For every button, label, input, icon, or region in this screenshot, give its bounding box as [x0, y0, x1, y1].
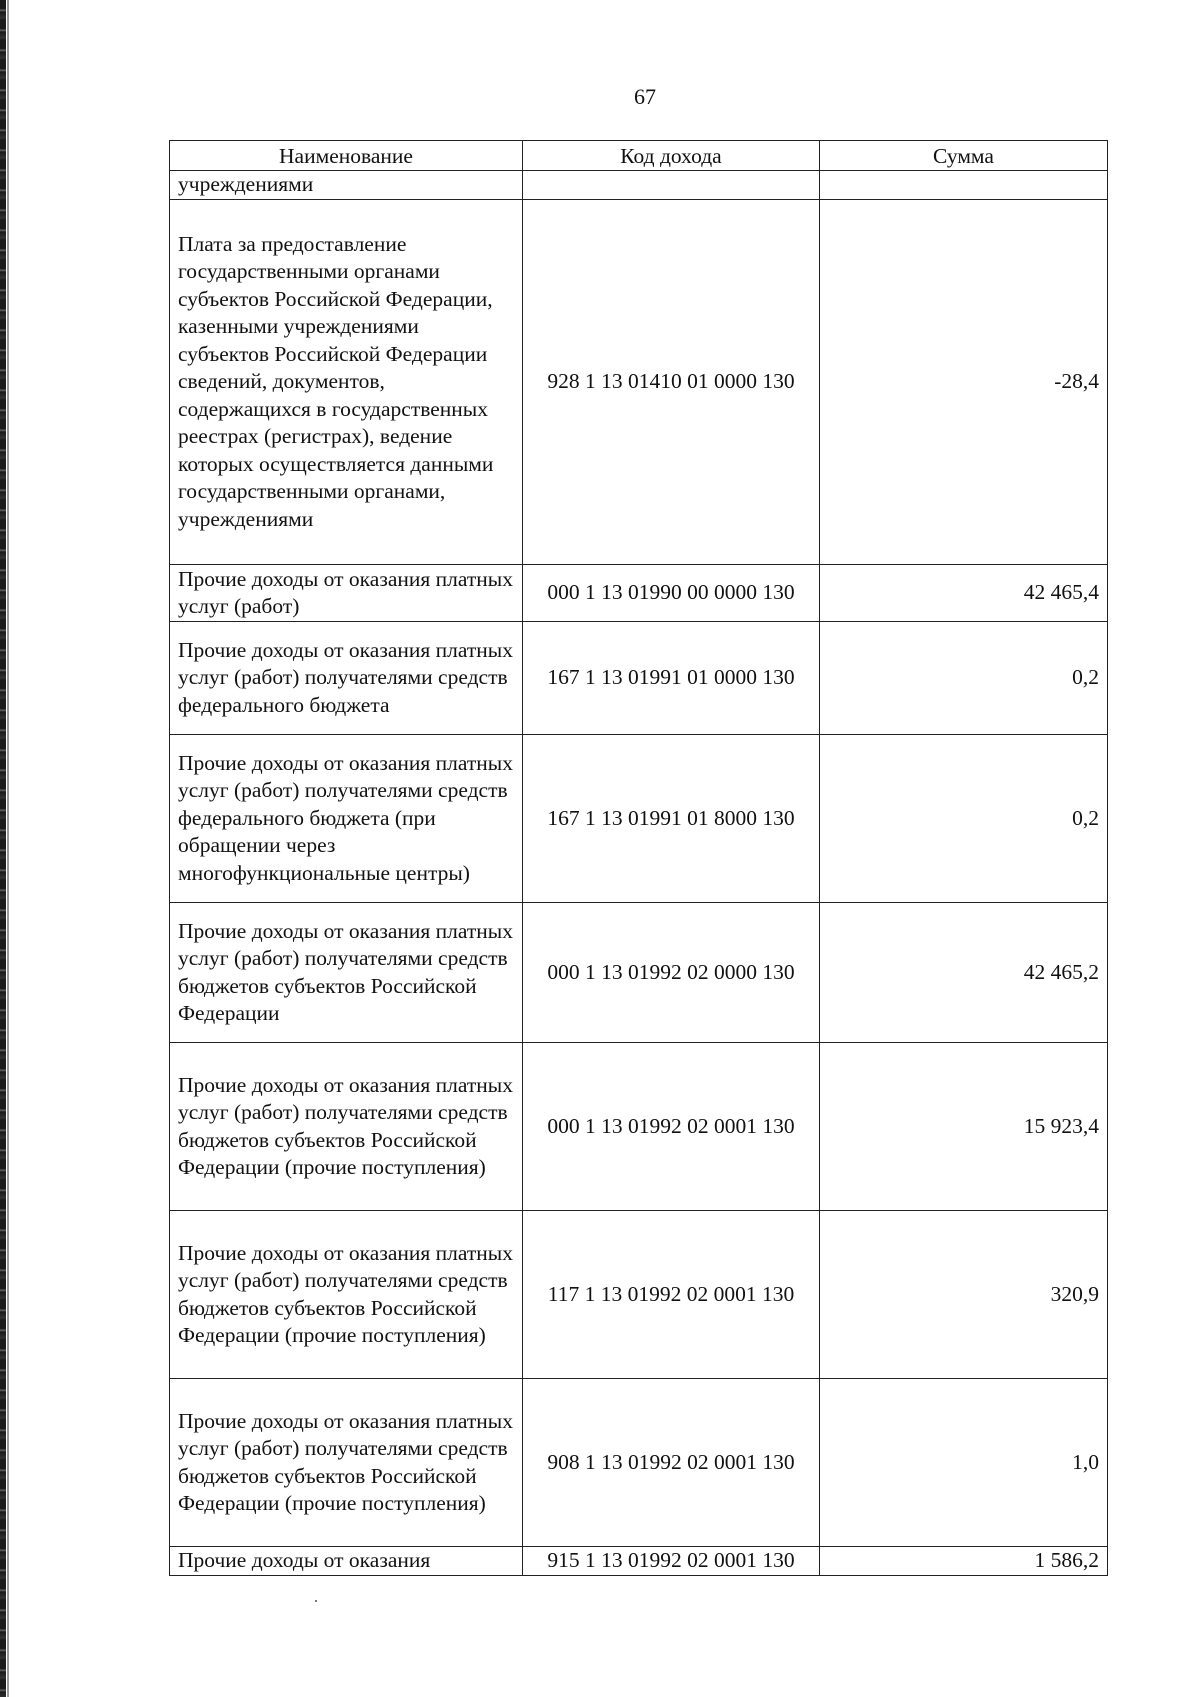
row-name: Прочие доходы от оказания: [170, 1547, 523, 1576]
row-name: Прочие доходы от оказания платных услуг (работ) получателями средств федерального бюджета: [170, 622, 523, 735]
table-row: [170, 565, 1108, 622]
row-sum: 42 465,4: [820, 565, 1108, 622]
table-row: [170, 200, 1108, 565]
row-name: Прочие доходы от оказания платных услуг (работ) получателями средств федерального бюджета (при обращении через многофункциональные центры): [170, 735, 523, 903]
scan-speck: [315, 1600, 317, 1602]
table-row: [170, 622, 1108, 735]
row-name: Прочие доходы от оказания платных услуг (работ): [170, 565, 523, 622]
row-sum: [820, 171, 1108, 200]
header-name: Наименование: [170, 141, 523, 171]
row-sum: 0,2: [820, 622, 1108, 735]
table-row: [170, 1379, 1108, 1547]
row-name: Прочие доходы от оказания платных услуг (работ) получателями средств бюджетов субъектов Российской Федерации (прочие поступления): [170, 1211, 523, 1379]
table-row: [170, 1043, 1108, 1211]
row-sum: 320,9: [820, 1211, 1108, 1379]
row-code: 000 1 13 01990 00 0000 130: [523, 565, 820, 622]
row-sum: 42 465,2: [820, 903, 1108, 1043]
scan-edge: [0, 0, 6, 1697]
row-name: учреждениями: [170, 171, 523, 200]
page-number: 67: [634, 84, 656, 109]
table-row: [170, 1547, 1108, 1576]
row-sum: -28,4: [820, 200, 1108, 565]
table-header-row: [170, 141, 1108, 171]
row-code: 167 1 13 01991 01 8000 130: [523, 735, 820, 903]
table-row: [170, 735, 1108, 903]
revenue-table: [169, 140, 1108, 1576]
row-code: 915 1 13 01992 02 0001 130: [523, 1547, 820, 1576]
scan-edge-line: [7, 0, 9, 1697]
row-name: Плата за предоставление государственными органами субъектов Российской Федерации, казенными учреждениями субъектов Российской Федерации сведений, документов, содержащихся в государственных реестрах (регистрах), ведение которых осуществляется данными государственными органами, учреждениями: [170, 200, 523, 565]
row-name: Прочие доходы от оказания платных услуг (работ) получателями средств бюджетов субъектов Российской Федерации: [170, 903, 523, 1043]
row-sum: 15 923,4: [820, 1043, 1108, 1211]
table-row: [170, 1211, 1108, 1379]
row-code: 908 1 13 01992 02 0001 130: [523, 1379, 820, 1547]
header-code: Код дохода: [523, 141, 820, 171]
row-code: 000 1 13 01992 02 0001 130: [523, 1043, 820, 1211]
row-sum: 1,0: [820, 1379, 1108, 1547]
row-code: 117 1 13 01992 02 0001 130: [523, 1211, 820, 1379]
row-name: Прочие доходы от оказания платных услуг (работ) получателями средств бюджетов субъектов Российской Федерации (прочие поступления): [170, 1379, 523, 1547]
row-code: [523, 171, 820, 200]
table-row: [170, 903, 1108, 1043]
row-code: 167 1 13 01991 01 0000 130: [523, 622, 820, 735]
header-sum: Сумма: [820, 141, 1108, 171]
row-name: Прочие доходы от оказания платных услуг (работ) получателями средств бюджетов субъектов Российской Федерации (прочие поступления): [170, 1043, 523, 1211]
row-code: 928 1 13 01410 01 0000 130: [523, 200, 820, 565]
table-row: [170, 171, 1108, 200]
row-sum: 0,2: [820, 735, 1108, 903]
row-sum: 1 586,2: [820, 1547, 1108, 1576]
row-code: 000 1 13 01992 02 0000 130: [523, 903, 820, 1043]
